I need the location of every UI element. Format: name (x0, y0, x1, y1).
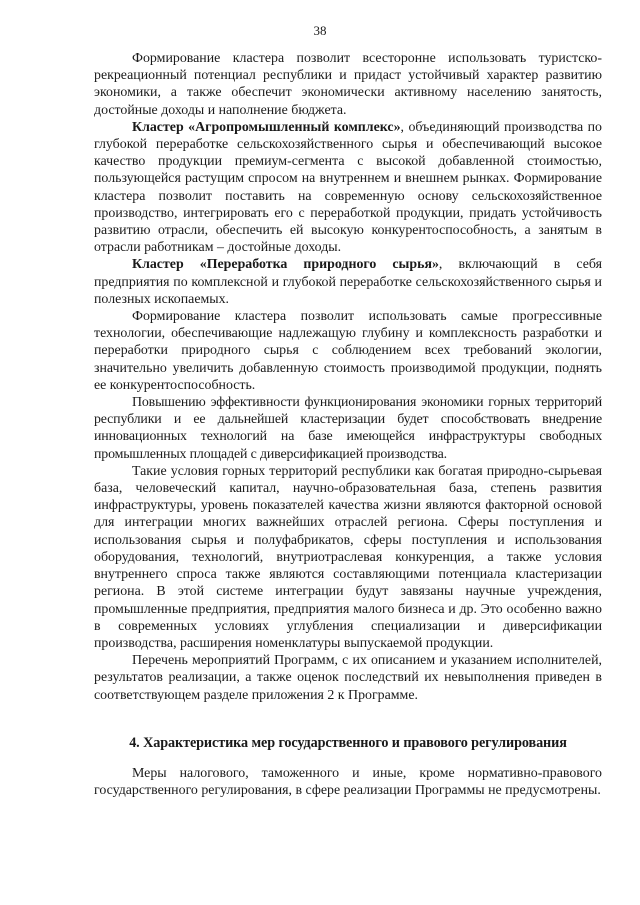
page-number: 38 (313, 23, 327, 38)
paragraph-text: Меры налогового, таможенного и иные, кроме нормативно-правового государственного регулирования, в сфере реализации Программы не предусмотрены. (94, 765, 602, 798)
paragraph-text: Перечень мероприятий Программ, с их описанием и указанием исполнителей, результатов реализации, а также оценок последствий их невыполнения приведен в соответствующем разделе приложения 2 к Программе. (94, 653, 602, 703)
page-body (94, 50, 602, 799)
paragraph-mountain-conditions (94, 463, 602, 652)
section-heading: 4. Характеристика мер государственного и правового регулирования (129, 734, 567, 751)
paragraph-cluster-technologies (94, 308, 602, 394)
paragraph-agro-cluster (94, 119, 602, 257)
paragraph-text: , объединяющий производства по глубокой переработке сельскохозяйственного сырья и обеспечивающий высокое качество продукции премиум-сегмента с высокой добавленной стоимостью, пользующейся растущим спросом на внутреннем и внешнем рынках. Формирование кластера позволит поставить на современную основу сельскохозяйственное производство, интегрировать его с переработкой продукции, придать устойчивость развитию отрасли, обеспечить ей высокую конкурентоспособность, а занятым в отрасли работникам – достойные доходы. (94, 119, 603, 256)
paragraph-text: Такие условия горных территорий республики как богатая природно-сырьевая база, человеческий капитал, научно-образовательная база, степень развития инфраструктуры, уровень показателей качества жизни являются факторной основой для интеграции многих важнейших отраслей региона. Сферы поступления и использования сырья и полуфабрикатов, сферы поступления и использования оборудования, технологий, внутриотраслевая конкуренция, а также условия внутреннего спроса также являются составляющими потенциала кластеризации региона. В этой системе интеграции будут завязаны научные учреждения, промышленные предприятия, предприятия малого бизнеса и др. Это особенно важно в современных условиях углубления специализации и диверсификации производства, расширения номенклатуры выпускаемой продукции. (94, 463, 602, 651)
paragraph-text: Повышению эффективности функционирования экономики горных территорий республики и ее дальнейшей кластеризации будет способствовать внедрение инновационных технологий на базе имеющейся инфраструктуры свободных промышленных площадей с диверсификацией производства. (94, 395, 602, 462)
paragraph-raw-materials-cluster (94, 256, 602, 308)
paragraph-efficiency (94, 394, 602, 463)
paragraph-tourism-cluster (94, 50, 602, 119)
paragraph-text: , включающий в себя предприятия по комплексной и глубокой переработке сельскохозяйственного сырья и полезных ископаемых. (94, 257, 602, 307)
paragraph-regulation-measures (94, 765, 602, 799)
cluster-title-raw-materials: Кластер «Переработка природного сырья» (132, 257, 439, 273)
cluster-title-agro: Кластер «Агропромышленный комплекс» (132, 119, 401, 135)
paragraph-measures-list (94, 652, 602, 704)
paragraph-text: Формирование кластера позволит использовать самые прогрессивные технологии, обеспечивающие надлежащую глубину и комплексность разработки и переработки природного сырья с соблюдением всех требований экологии, значительно увеличить добавленную стоимость производимой продукции, поднять ее конкурентоспособность. (94, 309, 602, 393)
paragraph-text: Формирование кластера позволит всесторонне использовать туристско-рекреационный потенциал республики и придаст устойчивый характер развитию экономики, а также обеспечит экономически активному населению занятость, достойные доходы и наполнение бюджета. (94, 51, 602, 118)
